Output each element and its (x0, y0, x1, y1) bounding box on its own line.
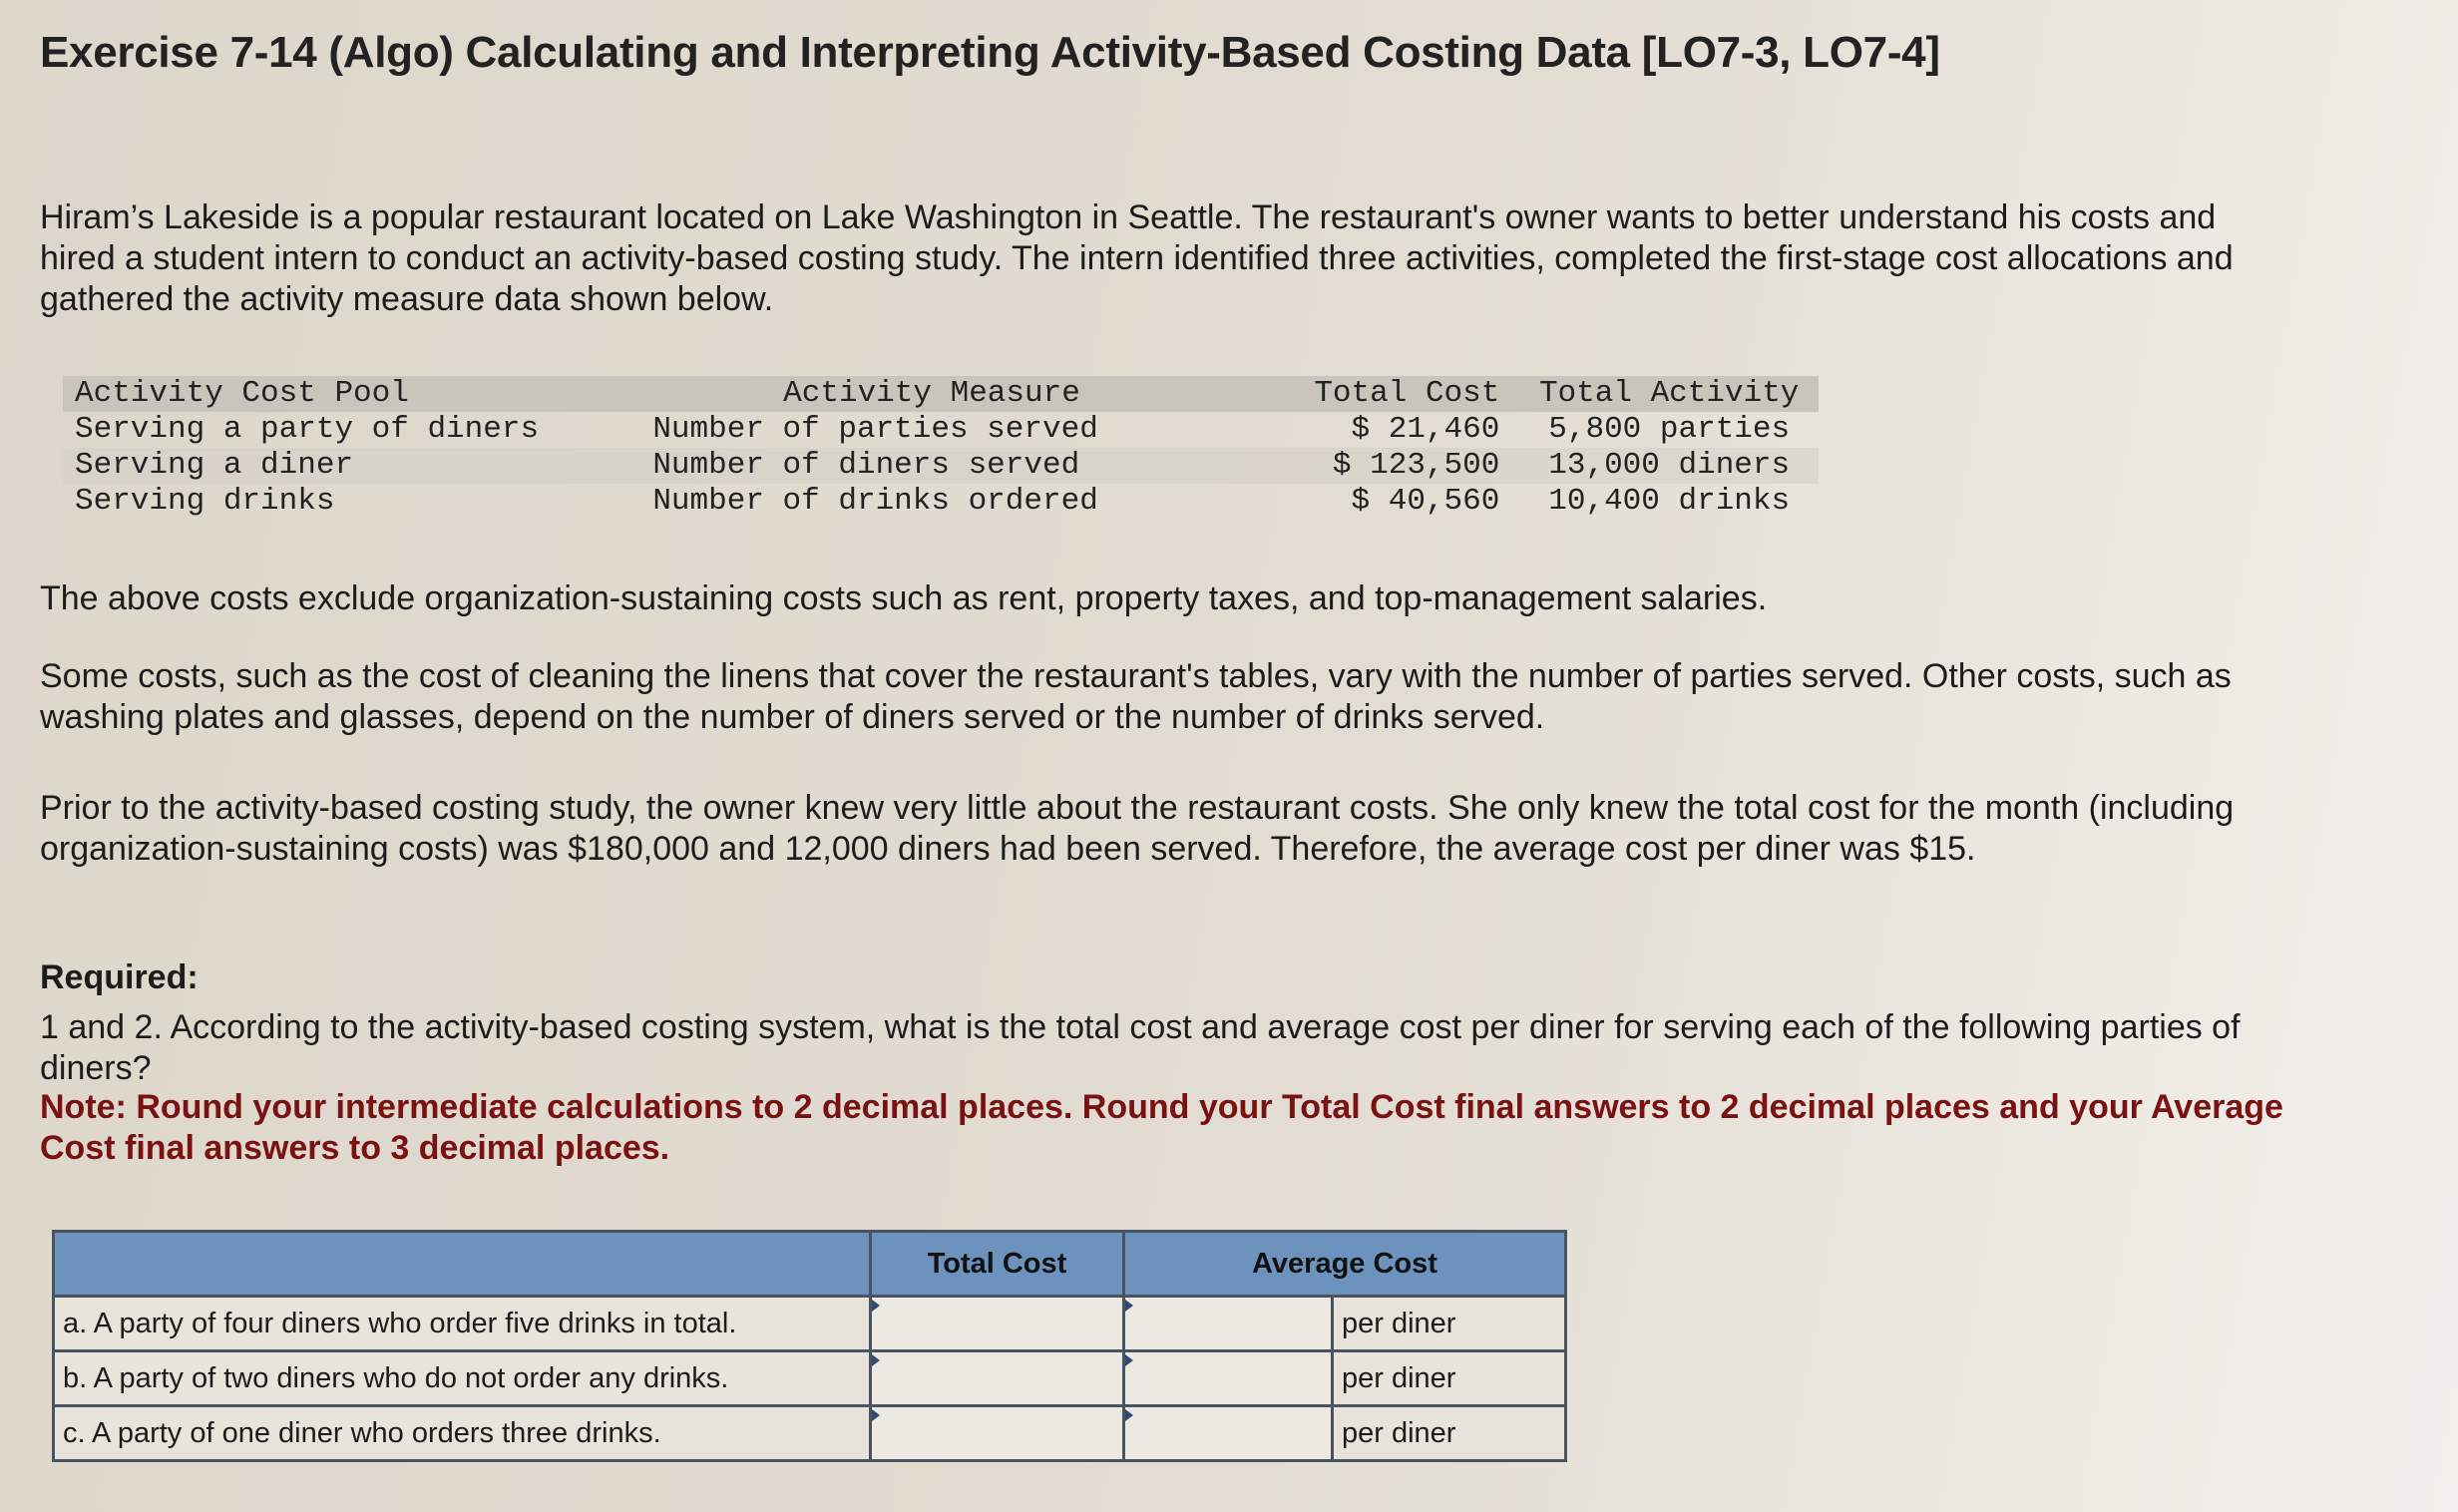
cell: 5,800 parties (1548, 412, 1791, 447)
average-cost-input[interactable] (1124, 1406, 1333, 1461)
header-cell: Total Cost (1314, 376, 1500, 411)
cell: 10,400 drinks (1548, 484, 1791, 519)
cell: $ 21,460 (1351, 412, 1500, 447)
answer-table (52, 1230, 1567, 1462)
row-label: b. A party of two diners who do not order any drinks. (54, 1351, 871, 1406)
cost-behavior-paragraph: Some costs, such as the cost of cleaning the linens that cover the restaurant's tables, vary with the number of parties served. Other costs, such as washing plates and glasses, depend on the number of diners served or the number of drinks served. (40, 657, 2232, 736)
unit-label: per diner (1333, 1351, 1566, 1406)
cell: 13,000 diners (1548, 448, 1791, 483)
question-text: 1 and 2. According to the activity-based costing system, what is the total cost and average cost per diner for serving each of the following parties of diners? (40, 1008, 2241, 1087)
total-cost-input[interactable] (871, 1406, 1124, 1461)
answer-table-header (54, 1232, 1566, 1297)
header-cell: Activity Measure (783, 376, 1080, 411)
cell: Number of drinks ordered (652, 484, 1098, 519)
header-cell: Activity Cost Pool (75, 376, 409, 411)
total-cost-input[interactable] (871, 1351, 1124, 1406)
table-row (63, 412, 1819, 448)
table-row (63, 448, 1819, 484)
row-label: c. A party of one diner who orders three drinks. (54, 1406, 871, 1461)
activity-data-table (63, 376, 1819, 520)
page-title: Exercise 7-14 (Algo) Calculating and Interpreting Activity-Based Costing Data [LO7-3, LO7-4] (40, 28, 1940, 77)
row-label: a. A party of four diners who order five drinks in total. (54, 1297, 871, 1351)
cell: Serving a party of diners (75, 412, 540, 447)
average-cost-input[interactable] (1124, 1351, 1333, 1406)
unit-label: per diner (1333, 1297, 1566, 1351)
rounding-note: Note: Round your intermediate calculations to 2 decimal places. Round your Total Cost final answers to 2 decimal places and your Average Cost final answers to 3 decimal places. (40, 1088, 2283, 1167)
prior-study-paragraph: Prior to the activity-based costing study, the owner knew very little about the restaurant costs. She only knew the total cost for the month (including organization-sustaining costs) was $180,000 and 12,000 diners had been served. Therefore, the average cost per diner was $15. (40, 789, 2235, 868)
cell: $ 123,500 (1332, 448, 1500, 483)
average-cost-input[interactable] (1124, 1297, 1333, 1351)
header-cell: Total Activity (1538, 376, 1800, 411)
cell: Serving drinks (75, 484, 335, 519)
cell: Number of parties served (652, 412, 1098, 447)
header-total-cost: Total Cost (871, 1232, 1124, 1297)
table-row (54, 1351, 1566, 1406)
table-row (54, 1406, 1566, 1461)
cell: Number of diners served (652, 448, 1080, 483)
cell: Serving a diner (75, 448, 354, 483)
table-row (54, 1297, 1566, 1351)
intro-paragraph: Hiram’s Lakeside is a popular restaurant located on Lake Washington in Seattle. The restaurant's owner wants to better understand his costs and hired a student intern to conduct an activity-based costing study. The intern identified three activities, completed the first-stage cost allocations and gathered the activity measure data shown below. (40, 198, 2234, 318)
header-average-cost: Average Cost (1124, 1232, 1566, 1297)
unit-label: per diner (1333, 1406, 1566, 1461)
exclusion-paragraph: The above costs exclude organization-sustaining costs such as rent, property taxes, and top-management salaries. (40, 579, 1768, 617)
required-label: Required: (40, 958, 199, 996)
table-row (63, 484, 1819, 520)
cell: $ 40,560 (1351, 484, 1500, 519)
total-cost-input[interactable] (871, 1297, 1124, 1351)
table-header (63, 376, 1819, 412)
header-cell (54, 1232, 871, 1297)
